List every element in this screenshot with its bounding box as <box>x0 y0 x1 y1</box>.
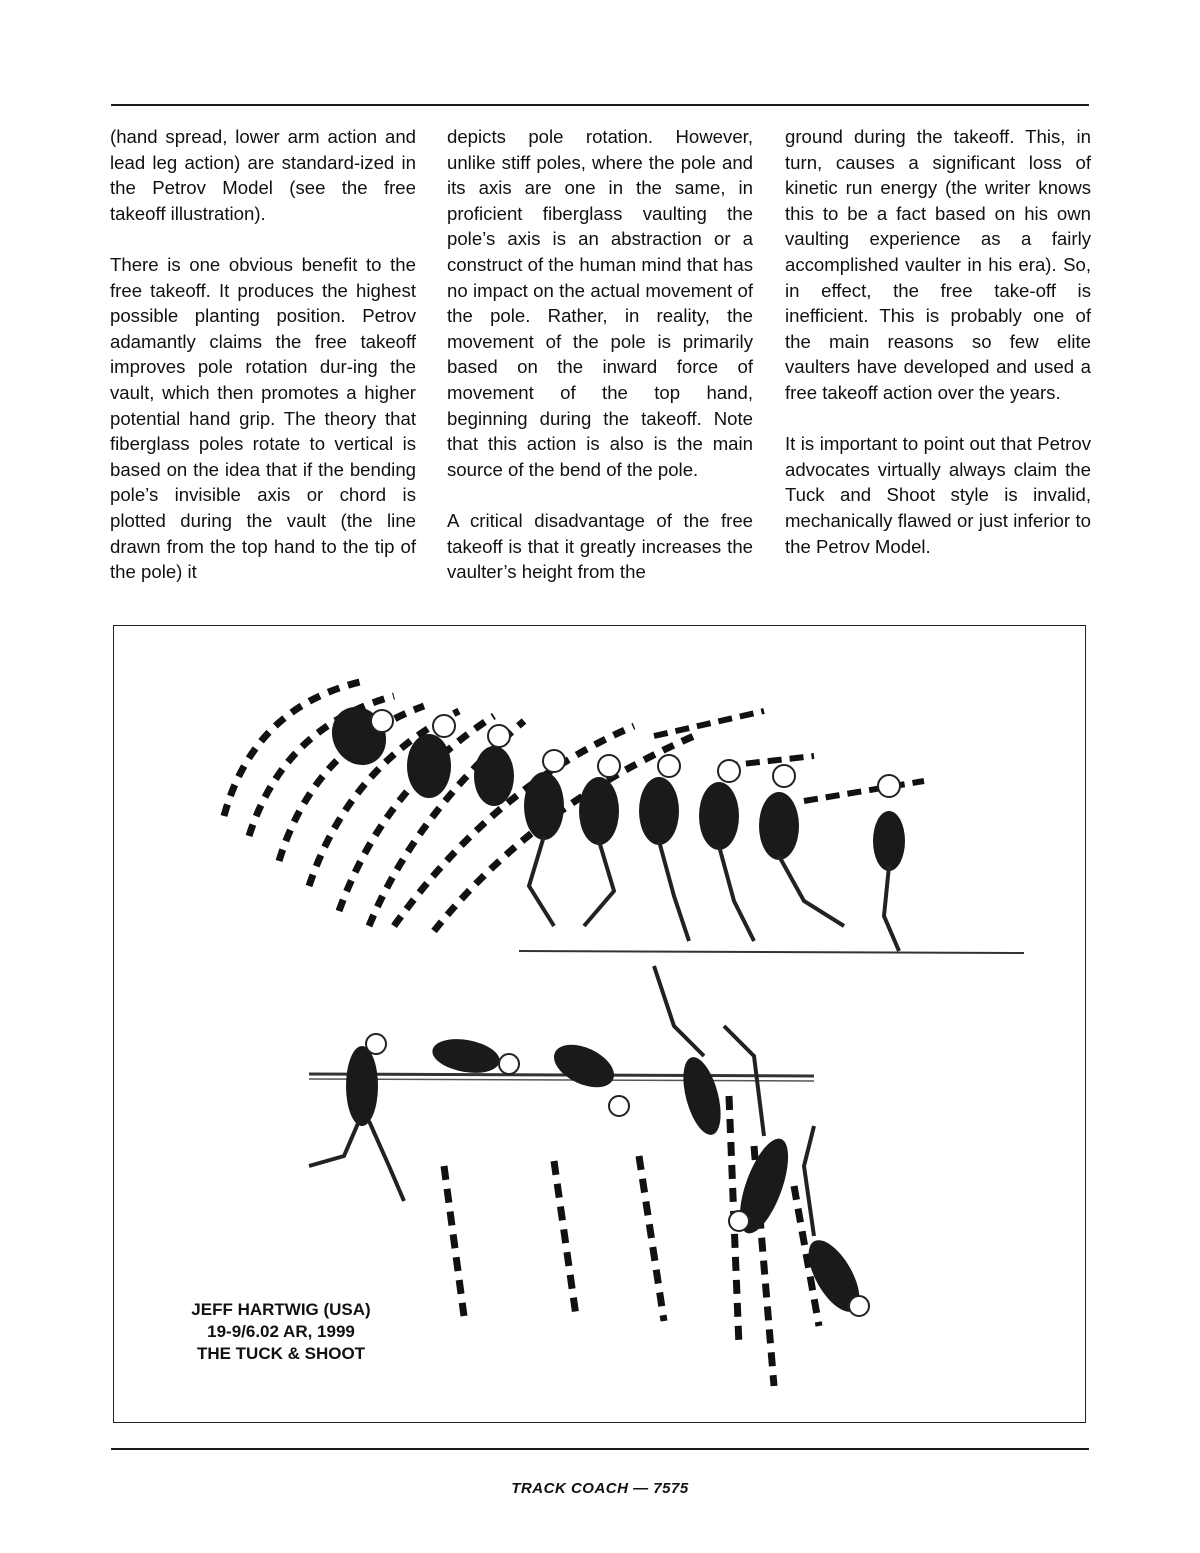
paragraph: (hand spread, lower arm action and lead leg action) are standard-ized in the Petrov Model (see the free takeoff illustration). <box>110 126 416 224</box>
paragraph: It is important to point out that Petrov advocates virtually always claim the Tuck and Shoot style is invalid, mechanically flawed or just inferior to the Petrov Model. <box>785 433 1091 557</box>
paragraph: ground during the takeoff. This, in turn, causes a significant loss of kinetic run energy (the writer knows this to be a fact based on his own vaulting experience as a fairly accomplished vaulter in his era). So, in effect, the free take-off is inefficient. This is probably one of the main reasons so few elite vaulters have developed and used a free takeoff action over the years. <box>785 126 1091 403</box>
vaulter-legs-upper <box>529 836 899 951</box>
text-column-1 <box>110 124 416 610</box>
caption-athlete: JEFF HARTWIG (USA) <box>191 1300 371 1319</box>
crossbar <box>309 1074 814 1076</box>
text-column-3 <box>785 124 1091 585</box>
paragraph: depicts pole rotation. However, unlike stiff poles, where the pole and its axis are one in the same, in proficient fiberglass vaulting the pole’s axis is an abstraction or a construct of the human mind that has no impact on the actual movement of the pole. Rather, in reality, the movement of the pole is primarily based on the inward force of movement of the top hand, beginning during the takeoff. Note that this action is also is the main source of the bend of the pole. <box>447 126 753 480</box>
vaulter-heads-upper <box>371 710 900 797</box>
caption-style: THE TUCK & SHOOT <box>196 1344 366 1363</box>
top-rule <box>111 104 1089 106</box>
text-column-2 <box>447 124 753 610</box>
pole-lower <box>444 1096 819 1386</box>
bottom-rule <box>111 1448 1089 1450</box>
pole-bend-arcs <box>224 681 694 931</box>
figure-caption <box>161 1299 401 1365</box>
paragraph: A critical disadvantage of the free takeoff is that it greatly increases the vaulter’s height from the <box>447 509 753 583</box>
runway-line <box>519 951 1024 953</box>
page-footer: TRACK COACH — 7575 <box>511 1480 689 1497</box>
paragraph: There is one obvious benefit to the free takeoff. It produces the highest possible planting position. Petrov adamantly claims the free takeoff improves pole rotation dur-ing the vault, which then promotes a higher potential hand grip. The theory that fiberglass poles rotate to vertical is based on the idea that if the bending pole’s invisible axis or chord is plotted during the vault (the line drawn from the top hand to the tip of the pole) it <box>110 253 416 583</box>
figure-box <box>113 625 1086 1423</box>
caption-record: 19-9/6.02 AR, 1999 <box>207 1322 355 1341</box>
